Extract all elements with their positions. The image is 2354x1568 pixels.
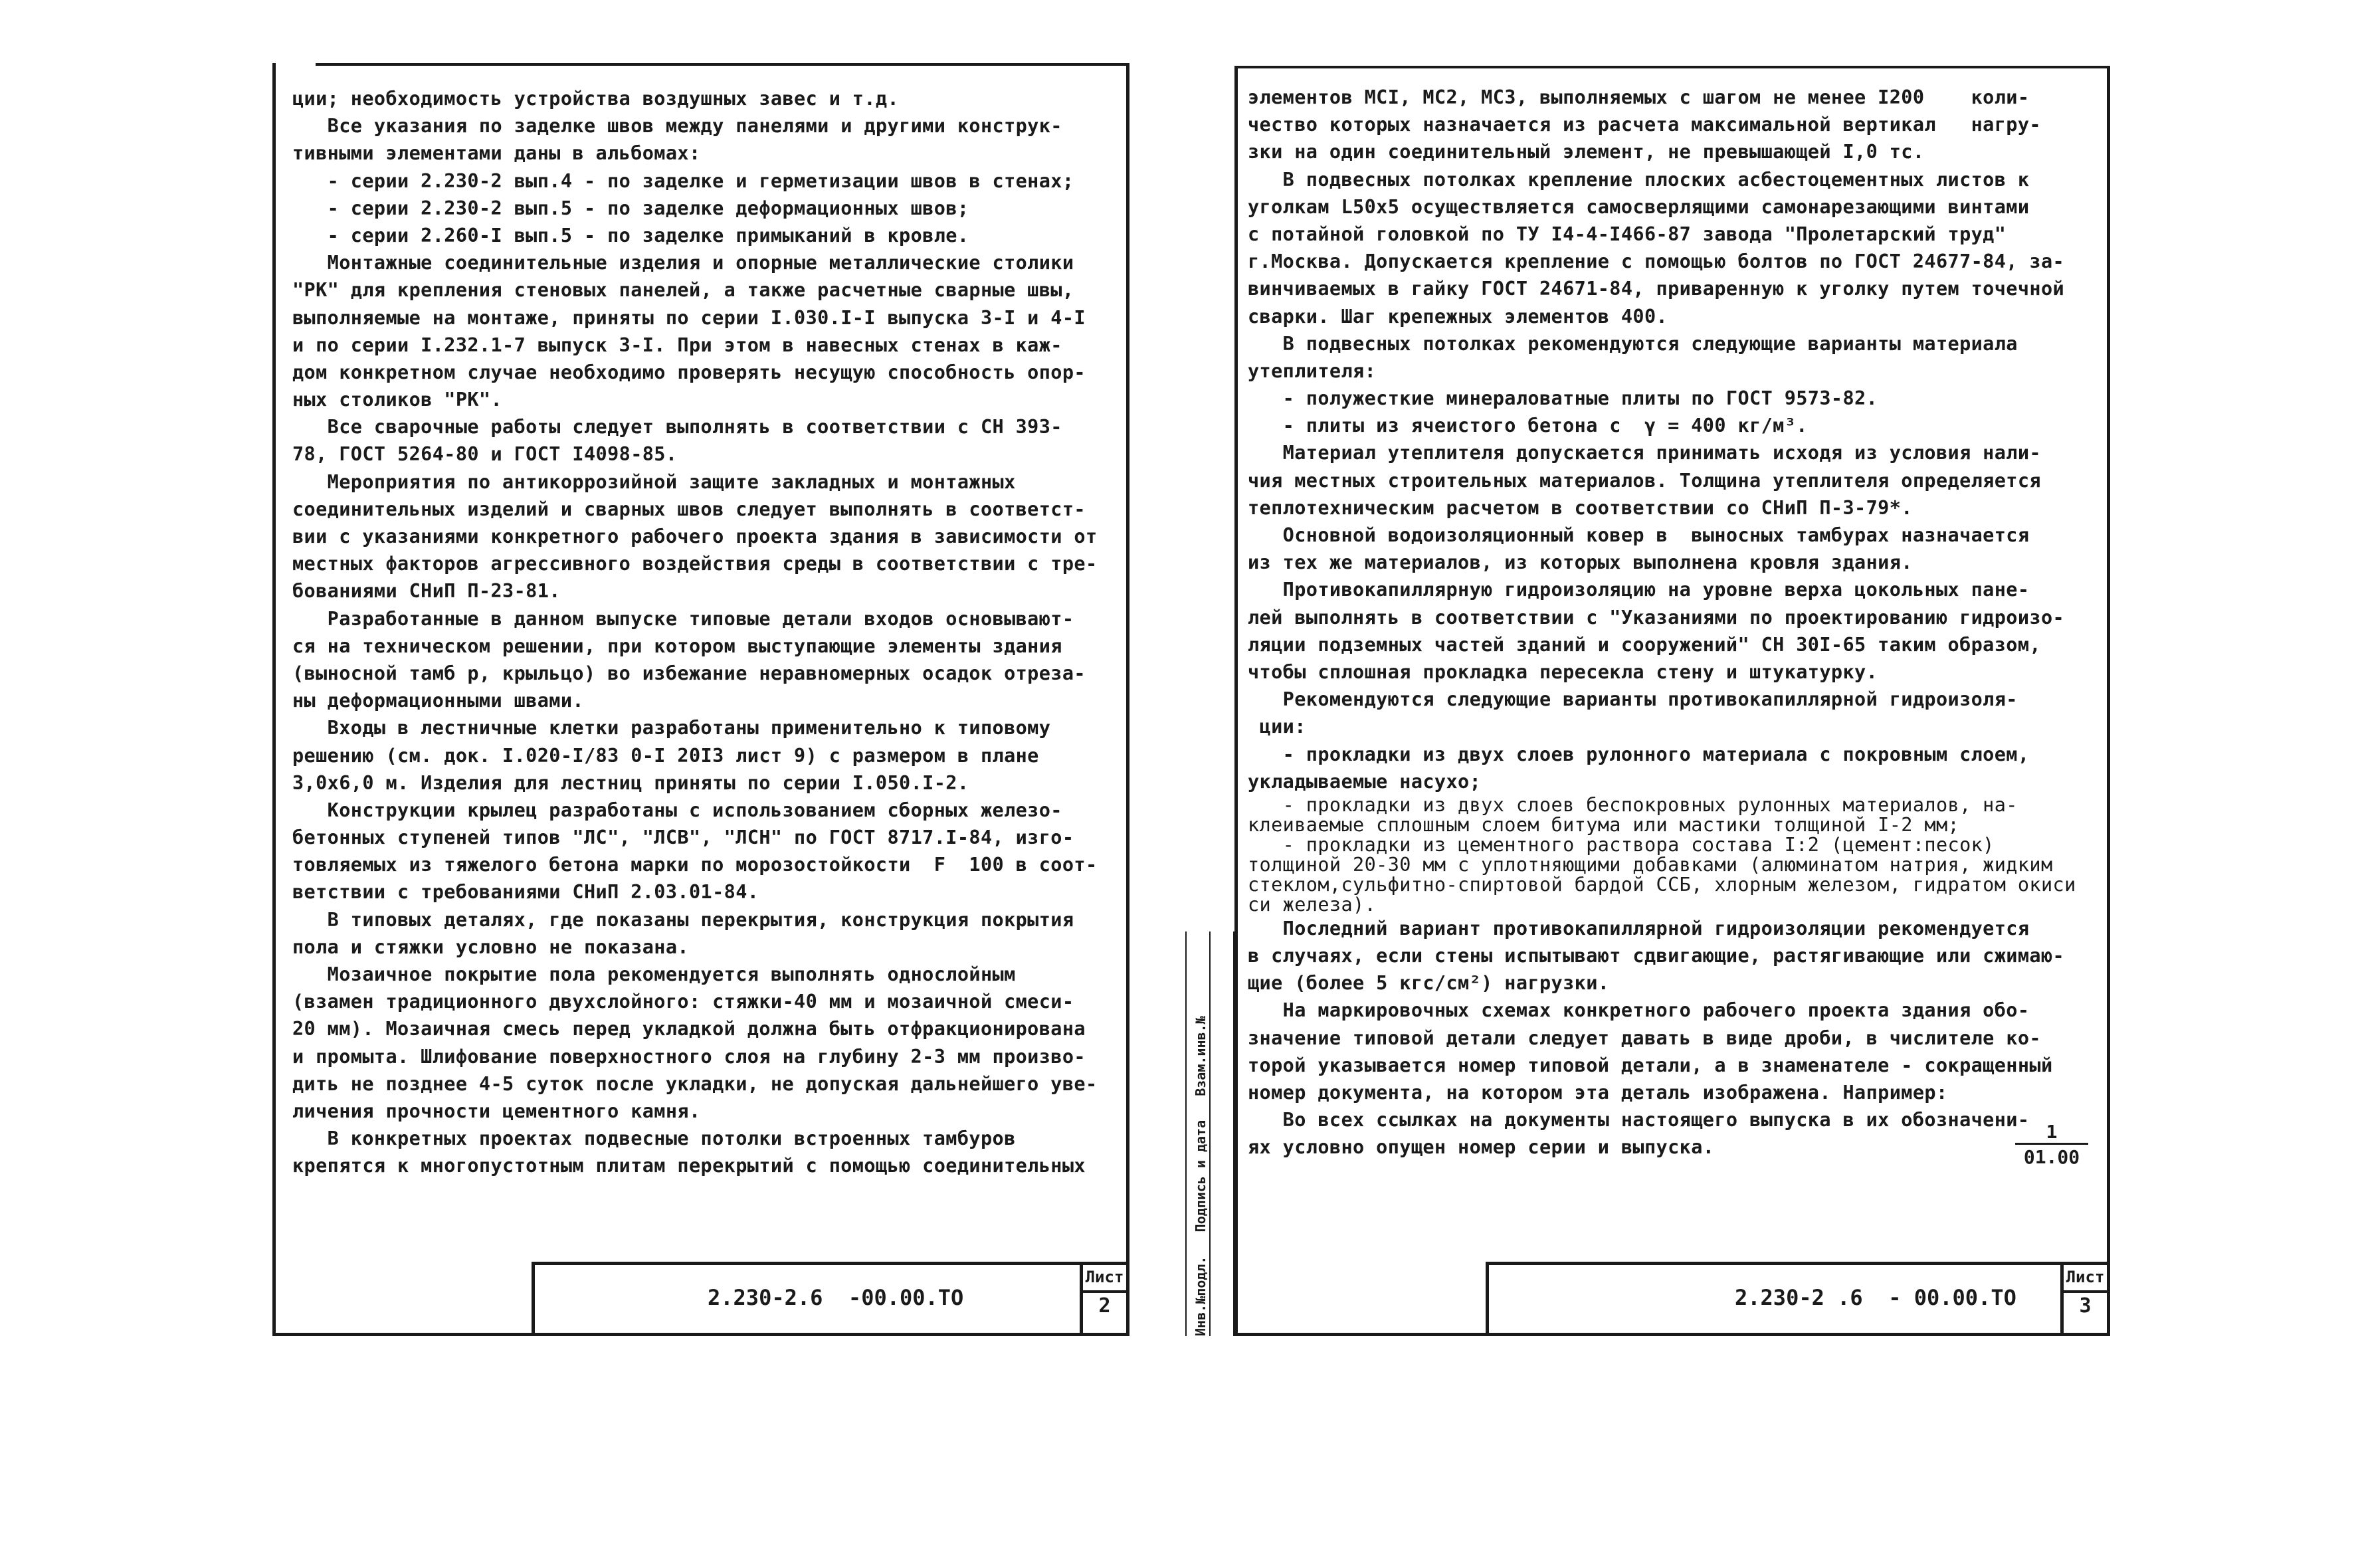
text-line: Основной водоизоляционный ковер в выносных тамбурах назначается [1248, 524, 2030, 546]
title-block [532, 1262, 1126, 1333]
text-line: тивными элементами даны в альбомах: [292, 142, 701, 165]
text-line: - плиты из ячеистого бетона с γ = 400 кг/м³. [1248, 415, 1808, 437]
text-line: ях условно опущен номер серии и выпуска. [1248, 1136, 1715, 1159]
sheet-label: Лист [2064, 1265, 2107, 1293]
text-line: В типовых деталях, где показаны перекрытия, конструкция покрытия [292, 908, 1074, 931]
page-top-rule [316, 63, 1126, 66]
document-code: 2.230-2.6 -00.00.ТО [708, 1285, 964, 1310]
text-line: Все указания по заделке швов между панелями и другими конструк- [292, 115, 1062, 138]
example-fraction [2015, 1121, 2088, 1168]
text-line: номер документа, на котором эта деталь изображена. Например: [1248, 1082, 1948, 1104]
text-line: Все сварочные работы следует выполнять в соответствии с СН 393- [292, 416, 1062, 439]
text-line: сварки. Шаг крепежных элементов 400. [1248, 305, 1668, 328]
text-line: утеплителя: [1248, 359, 1377, 382]
text-line: лей выполнять в соответствии с "Указаниями по проектированию гидроизо- [1248, 606, 2065, 629]
title-block [1486, 1262, 2107, 1333]
text-line: ны деформационными швами. [292, 690, 584, 712]
text-line: - прокладки из двух слоев беспокровных рулонных материалов, на- [1248, 793, 2018, 816]
text-line: чество которых назначается из расчета максимальной вертикал нагру- [1248, 114, 2041, 136]
text-line: товляемых из тяжелого бетона марки по морозостойкости F 100 в соот- [292, 854, 1098, 876]
text-line: торой указывается номер типовой детали, а в знаменателе - сокращенный [1248, 1054, 2053, 1076]
text-line: Монтажные соединительные изделия и опорные металлические столики [292, 252, 1074, 274]
text-line: значение типовой детали следует давать в виде дроби, в числителе ко- [1248, 1027, 2041, 1049]
text-line: соединительных изделий и сварных швов следует выполнять в соответст- [292, 498, 1086, 520]
text-line: В подвесных потолках крепление плоских асбестоцементных листов к [1248, 168, 2030, 191]
text-line: "РК" для крепления стеновых панелей, а также расчетные сварные швы, [292, 279, 1074, 302]
text-line: с потайной головкой по ТУ I4-4-I466-87 завода "Пролетарский труд" [1248, 223, 2007, 245]
text-line: си железа). [1248, 893, 1377, 916]
text-line: - серии 2.230-2 вып.5 - по заделке деформационных швов; [292, 197, 969, 219]
text-line: щие (более 5 кгс/см²) нагрузки. [1248, 972, 1610, 995]
text-line: ции: [1248, 716, 1306, 738]
text-line: Во всех ссылках на документы настоящего выпуска в их обозначени- [1248, 1109, 2030, 1131]
text-line: Разработанные в данном выпуске типовые детали входов основывают- [292, 607, 1074, 630]
text-line: - серии 2.230-2 вып.4 - по заделке и герметизации швов в стенах; [292, 169, 1074, 192]
text-line: чия местных строительных материалов. Толщина утеплителя определяется [1248, 469, 2041, 492]
right-page [1234, 66, 2110, 1336]
text-line: - прокладки из цементного раствора состава I:2 (цемент:песок) [1248, 833, 1995, 856]
text-line: ветствии с требованиями СНиП 2.03.01-84. [292, 881, 759, 904]
text-line: - серии 2.260-I вып.5 - по заделке примыканий в кровле. [292, 224, 969, 246]
text-line: Мозаичное покрытие пола рекомендуется выполнять однослойным [292, 963, 1016, 985]
text-line: уголкам L50х5 осуществляется самосверлящими самонарезающими винтами [1248, 195, 2030, 218]
text-line: укладываемые насухо; [1248, 770, 1482, 793]
text-line: местных факторов агрессивного воздействия среды в соответствии с тре- [292, 553, 1098, 575]
text-line: стеклом,сульфитно-спиртовой бардой ССБ, хлорным железом, гидратом окиси [1248, 873, 2076, 896]
text-line: ции; необходимость устройства воздушных завес и т.д. [292, 88, 900, 110]
text-line: (взамен традиционного двухслойного: стяжки-40 мм и мозаичной смеси- [292, 991, 1074, 1013]
page-top-rule [1238, 66, 2110, 68]
text-line: На маркировочных схемах конкретного рабочего проекта здания обо- [1248, 999, 2030, 1022]
sheet-number: 2 [1098, 1294, 1111, 1318]
text-line: Рекомендуются следующие варианты противокапиллярной гидроизоля- [1248, 688, 2018, 711]
text-line: зки на один соединительный элемент, не превышающей I,0 тс. [1248, 141, 1925, 163]
text-line: Входы в лестничные клетки разработаны применительно к типовому [292, 717, 1051, 739]
sheet-number: 3 [2079, 1294, 2092, 1318]
text-line: личения прочности цементного камня. [292, 1100, 701, 1122]
text-line: Мероприятия по антикоррозийной защите закладных и монтажных [292, 470, 1016, 493]
text-line: дить не позднее 4-5 суток после укладки, не допуская дальнейшего уве- [292, 1072, 1098, 1095]
document-code: 2.230-2 .6 - 00.00.ТО [1735, 1285, 2016, 1310]
text-line: и по серии I.232.1-7 выпуск 3-I. При этом в навесных стенах в каж- [292, 334, 1062, 356]
binding-strip [1185, 931, 1234, 1336]
text-line: толщиной 20-30 мм с уплотняющими добавками (алюминатом натрия, жидким [1248, 853, 2053, 876]
fraction-denominator: 01.00 [2015, 1143, 2088, 1168]
text-line: ных столиков "РК". [292, 389, 503, 411]
text-line: чтобы сплошная прокладка пересекла стену и штукатурку. [1248, 660, 1878, 683]
text-line: выполняемые на монтаже, приняты по серии I.030.I-I выпуска 3-I и 4-I [292, 306, 1086, 329]
text-line: бетонных ступеней типов "ЛС", "ЛСВ", "ЛСН" по ГОСТ 8717.I-84, изго- [292, 827, 1074, 849]
left-page-text [292, 85, 1116, 1180]
text-line: 3,0х6,0 м. Изделия для лестниц приняты по серии I.050.I-2. [292, 771, 969, 794]
sheet-number-box [1080, 1265, 1126, 1333]
text-line: винчиваемых в гайку ГОСТ 24671-84, приваренную к уголку путем точечной [1248, 278, 2065, 300]
text-line: элементов МСI, МС2, МС3, выполняемых с шагом не менее I200 коли- [1248, 86, 2030, 108]
sheet-label: Лист [1083, 1265, 1126, 1293]
text-line: в случаях, если стены испытывают сдвигающие, растягивающие или сжимаю- [1248, 945, 2065, 967]
text-line: Материал утеплителя допускается принимать исходя из условия нали- [1248, 442, 2041, 464]
text-line: вии с указаниями конкретного рабочего проекта здания в зависимости от [292, 526, 1098, 547]
text-line: Противокапиллярную гидроизоляцию на уровне верха цокольных пане- [1248, 579, 2030, 601]
text-line: решению (см. док. I.020-I/83 0-I 20I3 лист 9) с размером в плане [292, 744, 1039, 767]
text-line: ся на техническом решении, при котором выступающие элементы здания [292, 635, 1062, 657]
text-line: - полужесткие минераловатные плиты по ГОСТ 9573-82. [1248, 387, 1878, 410]
text-line: Последний вариант противокапиллярной гидроизоляции рекомендуется [1248, 917, 2030, 939]
text-line: и промыта. Шлифование поверхностного слоя на глубину 2-3 мм произво- [292, 1045, 1086, 1068]
text-line: 78, ГОСТ 5264-80 и ГОСТ I4098-85. [292, 443, 678, 466]
text-line: крепятся к многопустотным плитам перекрытий с помощью соединительных [292, 1155, 1086, 1177]
text-line: 20 мм). Мозаичная смесь перед укладкой должна быть отфракционирована [292, 1018, 1086, 1040]
text-line: ляции подземных частей зданий и сооружений" СН 30I-65 таким образом, [1248, 633, 2041, 656]
text-line: Конструкции крылец разработаны с использованием сборных железо- [292, 799, 1062, 821]
text-line: г.Москва. Допускается крепление с помощью болтов по ГОСТ 24677-84, за- [1248, 250, 2065, 273]
text-line: - прокладки из двух слоев рулонного материала с покровным слоем, [1248, 743, 2030, 765]
text-line: пола и стяжки условно не показана. [292, 935, 689, 958]
text-line: В конкретных проектах подвесные потолки встроенных тамбуров [292, 1127, 1016, 1150]
text-line: В подвесных потолках рекомендуются следующие варианты материала [1248, 332, 2018, 355]
binding-strip-label: Инв.№подл. Подпись и дата Взам.инв.№ [1193, 1016, 1209, 1336]
text-line: из тех же материалов, из которых выполнена кровля здания. [1248, 551, 1913, 574]
text-line: бованиями СНиП П-23-81. [292, 580, 561, 603]
text-line: клеиваемые сплошным слоем битума или мастики толщиной I-2 мм; [1248, 813, 1960, 836]
right-page-text [1248, 84, 2105, 1161]
text-line: теплотехническим расчетом в соответствии со СНиП П-3-79*. [1248, 496, 1913, 519]
text-line: (выносной тамб р, крыльцо) во избежание неравномерных осадок отреза- [292, 662, 1086, 684]
left-page [272, 63, 1129, 1336]
text-line: дом конкретном случае необходимо проверять несущую способность опор- [292, 361, 1086, 383]
fraction-numerator: 1 [2046, 1121, 2058, 1143]
sheet-number-box [2060, 1265, 2107, 1333]
